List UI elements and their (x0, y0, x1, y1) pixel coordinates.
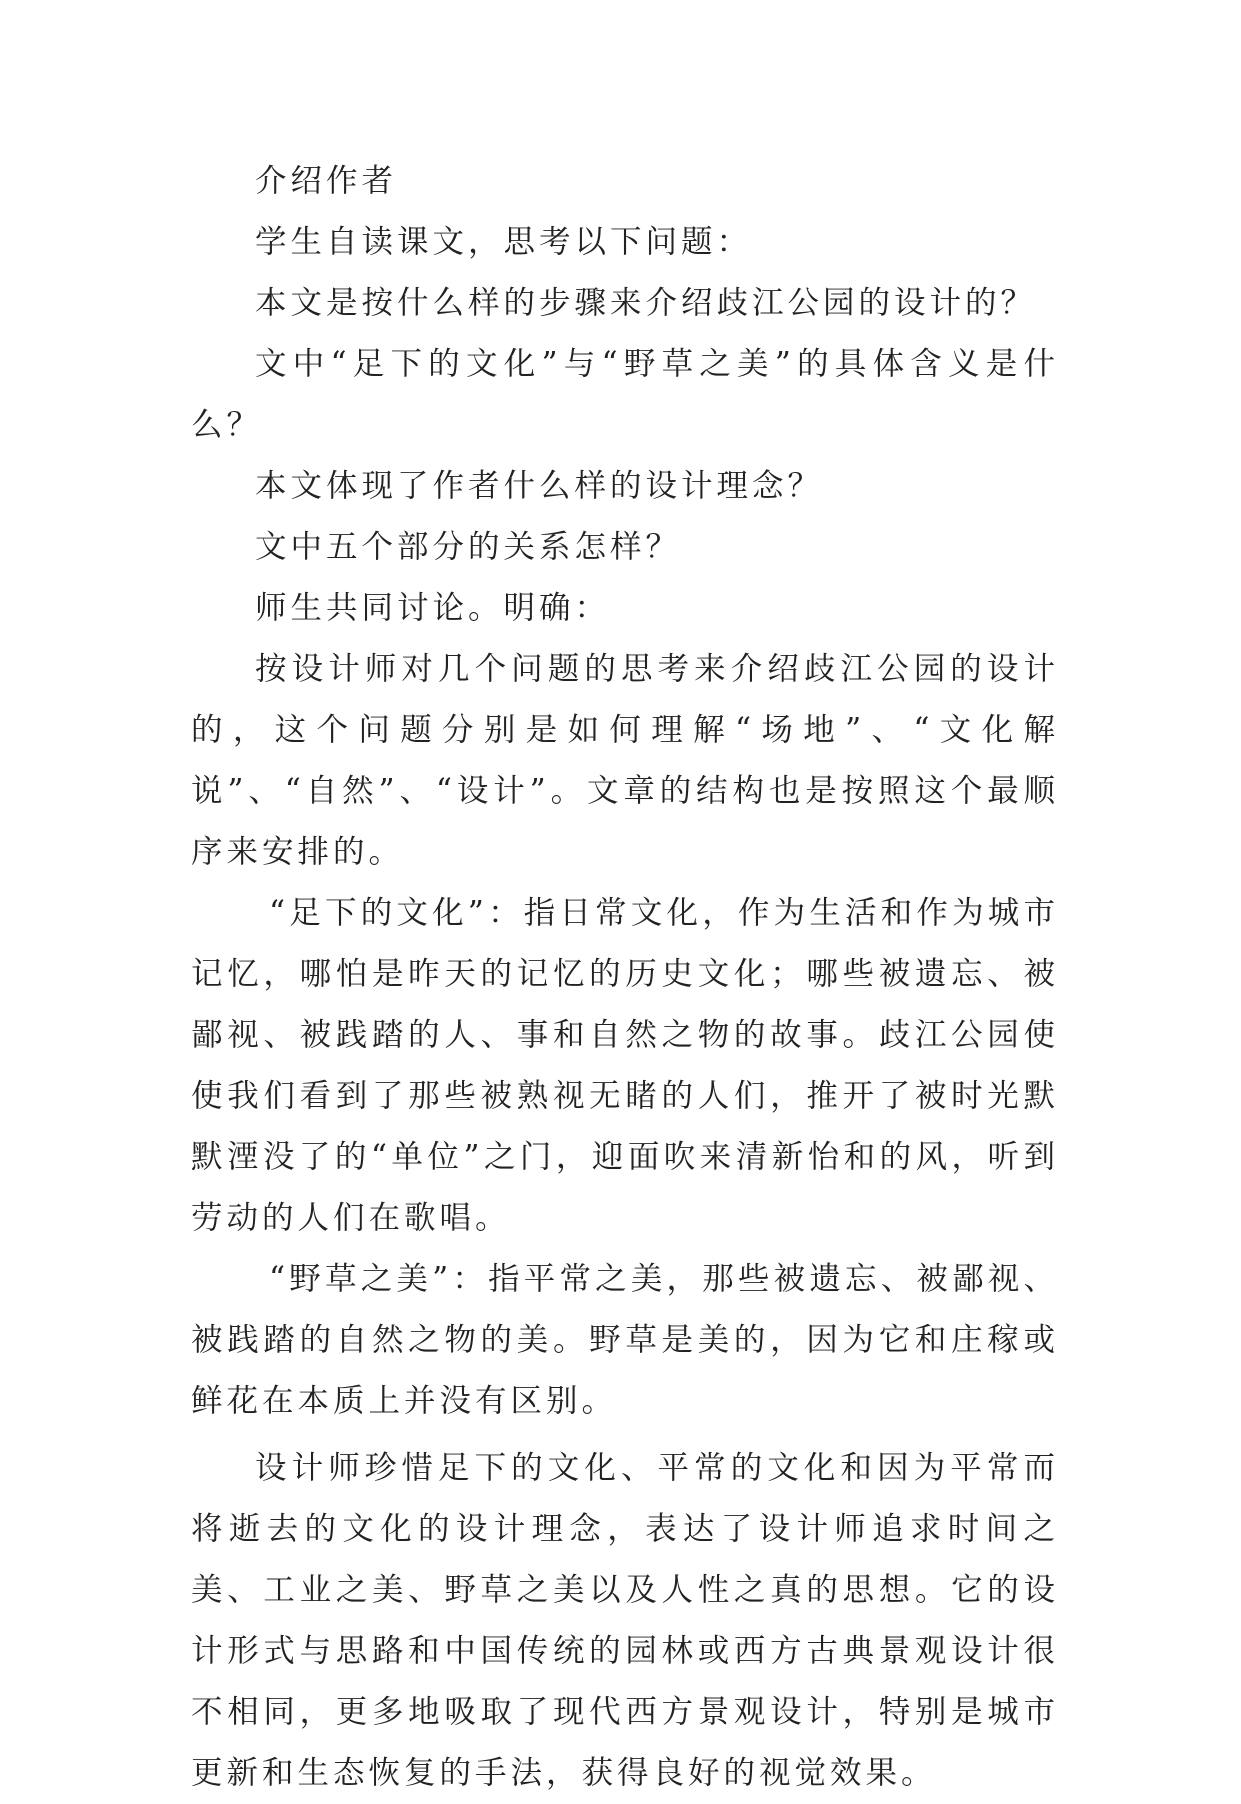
document-page (191, 151, 1059, 1804)
paragraph-discussion: 师生共同讨论。明确： (255, 590, 611, 626)
paragraph-question-2: 文中“足下的文化”与“野草之美”的具体含义是什么？ (191, 346, 1059, 443)
paragraph-answer-structure: 按设计师对几个问题的思考来介绍歧江公园的设计的，这个问题分别是如何理解“场地”、“文化解说”、“自然”、“设计”。文章的结构也是按照这个最顺序来安排的。 (191, 651, 1059, 870)
paragraph-question-4: 文中五个部分的关系怎样？ (255, 529, 682, 565)
paragraph-question-1: 本文是按什么样的步骤来介绍歧江公园的设计的？ (255, 285, 1037, 321)
paragraph-question-3: 本文体现了作者什么样的设计理念？ (255, 468, 824, 504)
paragraph-answer-weeds: “野草之美”：指平常之美，那些被遗忘、被鄙视、被践踏的自然之物的美。野草是美的，因为它和庄稼或鲜花在本质上并没有区别。 (191, 1261, 1059, 1419)
paragraph-answer-design-concept: 设计师珍惜足下的文化、平常的文化和因为平常而将逝去的文化的设计理念，表达了设计师追求时间之美、工业之美、野草之美以及人性之真的思想。它的设计形式与思路和中国传统的园林或西方古典景观设计很不相同，更多地吸取了现代西方景观设计，特别是城市更新和生态恢复的手法，获得良好的视觉效果。 (191, 1450, 1059, 1791)
paragraph-answer-culture: “足下的文化”：指日常文化，作为生活和作为城市记忆，哪怕是昨天的记忆的历史文化；哪些被遗忘、被鄙视、被践踏的人、事和自然之物的故事。歧江公园使使我们看到了那些被熟视无睹的人们，推开了被时光默默湮没了的“单位”之门，迎面吹来清新怡和的风，听到劳动的人们在歌唱。 (191, 895, 1059, 1236)
paragraph-reading-task: 学生自读课文，思考以下问题： (255, 224, 753, 260)
paragraph-introduce-author: 介绍作者 (255, 163, 398, 199)
